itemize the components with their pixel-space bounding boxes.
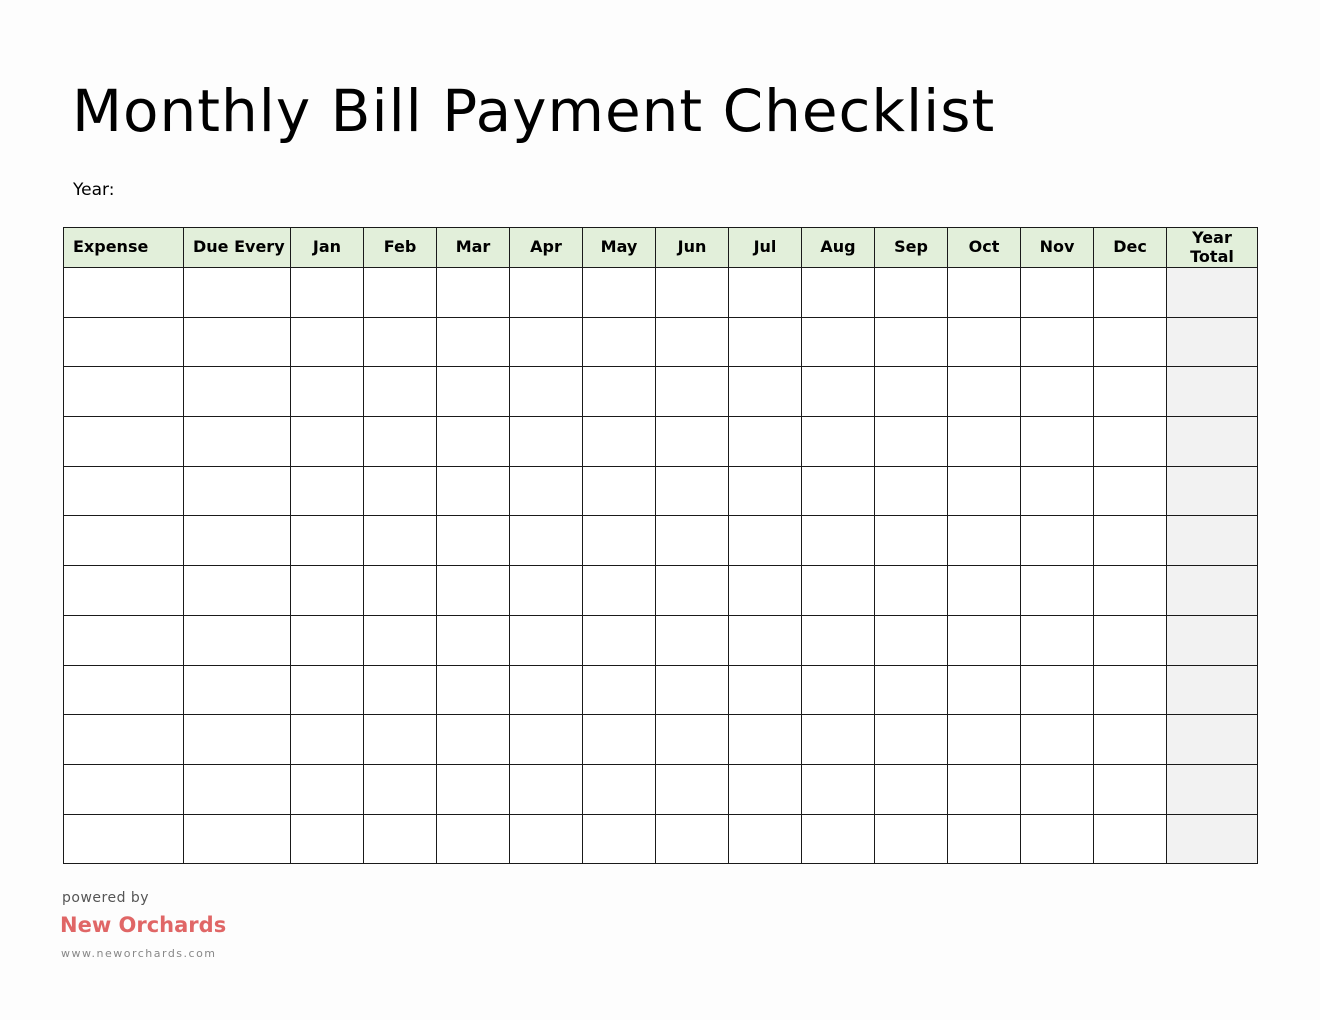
table-cell[interactable] [1021, 615, 1094, 665]
table-cell[interactable] [948, 665, 1021, 715]
table-cell[interactable] [291, 615, 364, 665]
table-cell[interactable] [1021, 466, 1094, 516]
table-cell[interactable] [729, 814, 802, 864]
table-cell[interactable] [364, 764, 437, 814]
table-cell[interactable] [948, 764, 1021, 814]
table-cell[interactable] [1094, 764, 1167, 814]
table-cell[interactable] [184, 615, 291, 665]
year-total-cell[interactable] [1167, 417, 1258, 467]
table-cell[interactable] [583, 764, 656, 814]
powered-by-label: powered by [62, 890, 150, 906]
table-cell[interactable] [1094, 367, 1167, 417]
table-cell[interactable] [583, 516, 656, 566]
column-header-apr: Apr [510, 228, 583, 268]
year-total-cell[interactable] [1167, 615, 1258, 665]
table-cell[interactable] [656, 814, 729, 864]
table-cell[interactable] [510, 715, 583, 765]
year-total-cell[interactable] [1167, 566, 1258, 616]
table-cell[interactable] [64, 715, 184, 765]
table-cell[interactable] [802, 814, 875, 864]
page-title: Monthly Bill Payment Checklist [72, 77, 996, 145]
table-cell[interactable] [437, 715, 510, 765]
column-header-expense: Expense [64, 228, 184, 268]
year-total-cell[interactable] [1167, 367, 1258, 417]
table-cell[interactable] [802, 715, 875, 765]
table-cell[interactable] [184, 268, 291, 318]
table-cell[interactable] [1094, 268, 1167, 318]
table-cell[interactable] [364, 516, 437, 566]
column-header-nov: Nov [1021, 228, 1094, 268]
table-cell[interactable] [364, 566, 437, 616]
table-cell[interactable] [291, 814, 364, 864]
column-header-jan: Jan [291, 228, 364, 268]
table-cell[interactable] [729, 764, 802, 814]
table-cell[interactable] [948, 566, 1021, 616]
table-cell[interactable] [291, 268, 364, 318]
table-cell[interactable] [656, 466, 729, 516]
table-cell[interactable] [875, 317, 948, 367]
table-cell[interactable] [291, 367, 364, 417]
table-cell[interactable] [948, 268, 1021, 318]
table-cell[interactable] [510, 665, 583, 715]
table-cell[interactable] [437, 665, 510, 715]
table-cell[interactable] [802, 665, 875, 715]
table-cell[interactable] [656, 317, 729, 367]
table-cell[interactable] [437, 764, 510, 814]
table-cell[interactable] [64, 317, 184, 367]
year-total-cell[interactable] [1167, 715, 1258, 765]
table-cell[interactable] [1094, 615, 1167, 665]
table-cell[interactable] [583, 665, 656, 715]
table-cell[interactable] [64, 764, 184, 814]
table-cell[interactable] [510, 566, 583, 616]
table-cell[interactable] [729, 566, 802, 616]
table-cell[interactable] [948, 317, 1021, 367]
table-cell[interactable] [64, 268, 184, 318]
table-cell[interactable] [875, 417, 948, 467]
table-cell[interactable] [184, 466, 291, 516]
table-cell[interactable] [510, 764, 583, 814]
table-cell[interactable] [948, 715, 1021, 765]
table-cell[interactable] [802, 764, 875, 814]
table-cell[interactable] [583, 814, 656, 864]
year-total-cell[interactable] [1167, 317, 1258, 367]
table-row [64, 268, 1258, 318]
table-cell[interactable] [184, 317, 291, 367]
table-row [64, 466, 1258, 516]
year-total-label: Year Total [1190, 228, 1234, 266]
table-cell[interactable] [656, 566, 729, 616]
table-cell[interactable] [1094, 814, 1167, 864]
table-cell[interactable] [291, 566, 364, 616]
table-cell[interactable] [729, 417, 802, 467]
table-cell[interactable] [875, 268, 948, 318]
table-cell[interactable] [184, 665, 291, 715]
column-header-sep: Sep [875, 228, 948, 268]
year-total-cell[interactable] [1167, 516, 1258, 566]
table-cell[interactable] [64, 665, 184, 715]
table-cell[interactable] [583, 566, 656, 616]
year-total-cell[interactable] [1167, 764, 1258, 814]
table-cell[interactable] [1021, 367, 1094, 417]
table-cell[interactable] [656, 268, 729, 318]
table-cell[interactable] [291, 764, 364, 814]
table-cell[interactable] [948, 466, 1021, 516]
table-cell[interactable] [1021, 715, 1094, 765]
table-cell[interactable] [1021, 516, 1094, 566]
table-row [64, 417, 1258, 467]
table-cell[interactable] [1094, 417, 1167, 467]
table-row [64, 665, 1258, 715]
table-cell[interactable] [729, 367, 802, 417]
table-cell[interactable] [510, 317, 583, 367]
table-cell[interactable] [291, 665, 364, 715]
table-cell[interactable] [1094, 715, 1167, 765]
table-cell[interactable] [875, 715, 948, 765]
table-cell[interactable] [729, 317, 802, 367]
table-cell[interactable] [437, 615, 510, 665]
table-cell[interactable] [364, 367, 437, 417]
column-header-may: May [583, 228, 656, 268]
table-row [64, 764, 1258, 814]
table-cell[interactable] [510, 814, 583, 864]
table-cell[interactable] [184, 566, 291, 616]
table-cell[interactable] [656, 665, 729, 715]
table-cell[interactable] [437, 466, 510, 516]
year-total-cell[interactable] [1167, 268, 1258, 318]
table-body [64, 268, 1258, 864]
table-cell[interactable] [656, 715, 729, 765]
table-cell[interactable] [510, 417, 583, 467]
table-cell[interactable] [583, 715, 656, 765]
table-cell[interactable] [364, 317, 437, 367]
table-cell[interactable] [184, 417, 291, 467]
table-cell[interactable] [729, 615, 802, 665]
column-header-mar: Mar [437, 228, 510, 268]
year-total-cell[interactable] [1167, 466, 1258, 516]
table-cell[interactable] [583, 317, 656, 367]
table-cell[interactable] [1021, 417, 1094, 467]
table-cell[interactable] [510, 367, 583, 417]
table-cell[interactable] [291, 516, 364, 566]
table-cell[interactable] [1094, 566, 1167, 616]
table-cell[interactable] [1094, 466, 1167, 516]
table-row [64, 814, 1258, 864]
table-cell[interactable] [291, 417, 364, 467]
table-cell[interactable] [364, 466, 437, 516]
table-cell[interactable] [875, 516, 948, 566]
table-cell[interactable] [64, 466, 184, 516]
table-cell[interactable] [875, 367, 948, 417]
table-cell[interactable] [437, 268, 510, 318]
table-cell[interactable] [583, 367, 656, 417]
header-row [64, 228, 1258, 268]
year-total-cell[interactable] [1167, 665, 1258, 715]
table-cell[interactable] [437, 367, 510, 417]
table-cell[interactable] [729, 715, 802, 765]
table-cell[interactable] [437, 814, 510, 864]
table-cell[interactable] [656, 516, 729, 566]
table-cell[interactable] [364, 615, 437, 665]
table-cell[interactable] [1021, 814, 1094, 864]
table-cell[interactable] [510, 615, 583, 665]
column-header-jun: Jun [656, 228, 729, 268]
table-cell[interactable] [656, 764, 729, 814]
table-row [64, 367, 1258, 417]
table-cell[interactable] [184, 764, 291, 814]
table-cell[interactable] [875, 466, 948, 516]
table-cell[interactable] [583, 268, 656, 318]
column-header-feb: Feb [364, 228, 437, 268]
table-row [64, 317, 1258, 367]
table-cell[interactable] [291, 466, 364, 516]
table-cell[interactable] [802, 417, 875, 467]
table-cell[interactable] [1094, 665, 1167, 715]
table-cell[interactable] [729, 516, 802, 566]
table-cell[interactable] [437, 417, 510, 467]
table-cell[interactable] [437, 317, 510, 367]
table-cell[interactable] [64, 814, 184, 864]
year-total-cell[interactable] [1167, 814, 1258, 864]
table-cell[interactable] [510, 516, 583, 566]
table-cell[interactable] [875, 764, 948, 814]
table-cell[interactable] [364, 814, 437, 864]
table-cell[interactable] [656, 367, 729, 417]
column-header-oct: Oct [948, 228, 1021, 268]
year-label: Year: [73, 180, 115, 200]
brand-logo-text: New Orchards [60, 913, 227, 937]
table-cell[interactable] [875, 665, 948, 715]
table-cell[interactable] [948, 516, 1021, 566]
table-cell[interactable] [729, 268, 802, 318]
column-header-jul: Jul [729, 228, 802, 268]
table-cell[interactable] [437, 516, 510, 566]
table-cell[interactable] [583, 466, 656, 516]
table-cell[interactable] [184, 516, 291, 566]
table-cell[interactable] [64, 566, 184, 616]
table-cell[interactable] [802, 615, 875, 665]
table-row [64, 615, 1258, 665]
table-cell[interactable] [1021, 764, 1094, 814]
table-cell[interactable] [291, 715, 364, 765]
table-cell[interactable] [802, 367, 875, 417]
table-cell[interactable] [948, 367, 1021, 417]
table-cell[interactable] [729, 665, 802, 715]
table-cell[interactable] [510, 268, 583, 318]
table-cell[interactable] [1094, 317, 1167, 367]
table-cell[interactable] [802, 268, 875, 318]
column-header-year-total [1167, 228, 1258, 268]
table-cell[interactable] [184, 715, 291, 765]
table-cell[interactable] [1021, 566, 1094, 616]
table-cell[interactable] [583, 417, 656, 467]
table-row [64, 715, 1258, 765]
table-cell[interactable] [875, 615, 948, 665]
table-cell[interactable] [802, 566, 875, 616]
table-cell[interactable] [1021, 268, 1094, 318]
table-cell[interactable] [510, 466, 583, 516]
table-cell[interactable] [1021, 665, 1094, 715]
column-header-aug: Aug [802, 228, 875, 268]
table-cell[interactable] [948, 417, 1021, 467]
table-cell[interactable] [802, 317, 875, 367]
table-cell[interactable] [1094, 516, 1167, 566]
table-cell[interactable] [291, 317, 364, 367]
table-row [64, 566, 1258, 616]
table-cell[interactable] [948, 814, 1021, 864]
column-header-dec: Dec [1094, 228, 1167, 268]
bill-checklist-table [63, 227, 1258, 864]
table-cell[interactable] [64, 516, 184, 566]
table-cell[interactable] [656, 417, 729, 467]
table-cell[interactable] [64, 615, 184, 665]
table-cell[interactable] [364, 417, 437, 467]
table-cell[interactable] [64, 417, 184, 467]
column-header-due-every: Due Every [184, 228, 291, 268]
table-cell[interactable] [64, 367, 184, 417]
table-cell[interactable] [583, 615, 656, 665]
table-cell[interactable] [802, 516, 875, 566]
table-cell[interactable] [184, 814, 291, 864]
table-cell[interactable] [1021, 317, 1094, 367]
table-cell[interactable] [948, 615, 1021, 665]
table-cell[interactable] [364, 665, 437, 715]
table-cell[interactable] [364, 268, 437, 318]
table-cell[interactable] [802, 466, 875, 516]
table-cell[interactable] [184, 367, 291, 417]
table-cell[interactable] [875, 814, 948, 864]
table-cell[interactable] [875, 566, 948, 616]
table-cell[interactable] [437, 566, 510, 616]
table-cell[interactable] [364, 715, 437, 765]
website-url: www.neworchards.com [61, 947, 217, 960]
table-cell[interactable] [729, 466, 802, 516]
table-cell[interactable] [656, 615, 729, 665]
table-row [64, 516, 1258, 566]
